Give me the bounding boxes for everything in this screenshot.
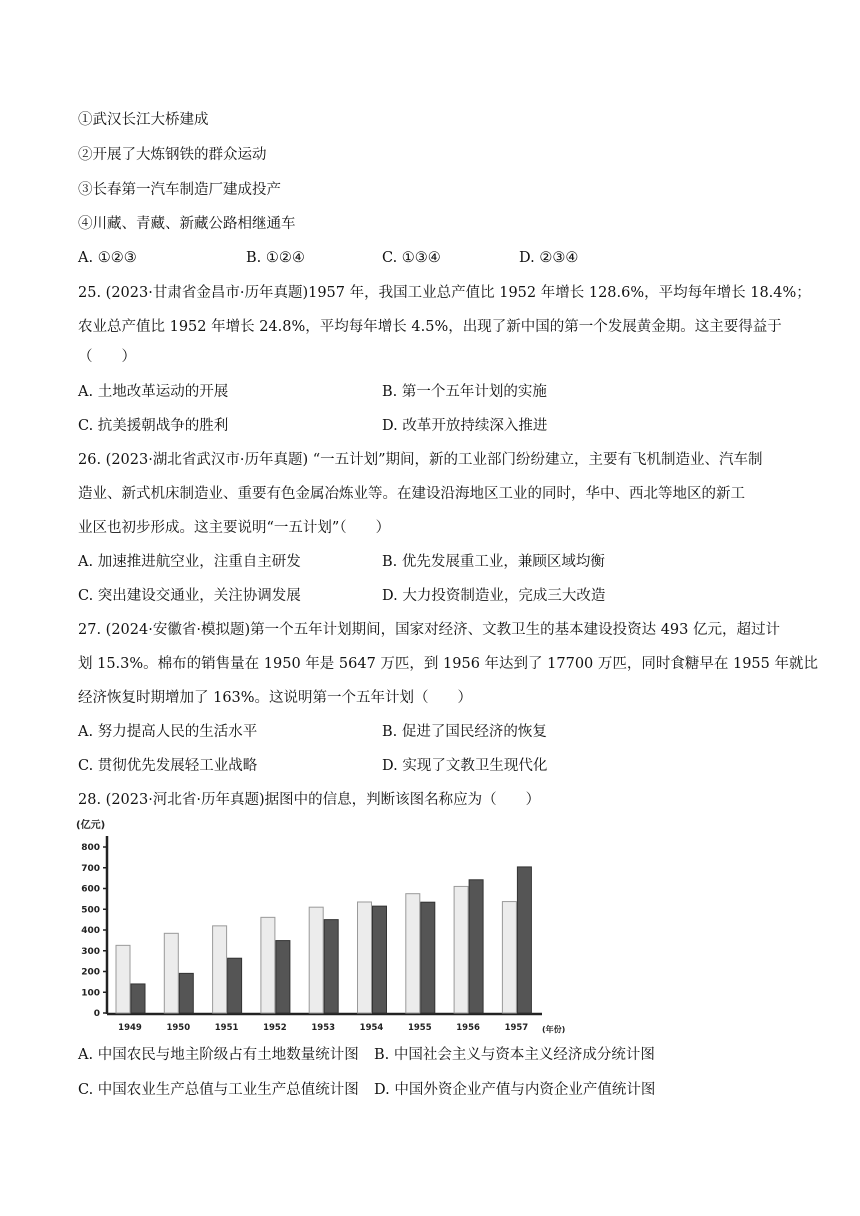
option-a[interactable]: A. ①②③ (78, 250, 137, 266)
option-d[interactable]: D. 实现了文教卫生现代化 (382, 758, 548, 774)
option-a[interactable]: A. 中国农民与地主阶级占有土地数量统计图 (78, 1047, 359, 1063)
question-27-text: 27. (2024·安徽省·模拟题)第一个五年计划期间，国家对经济、文教卫生的基本建设投资达 493 亿元，超过计 (78, 622, 780, 638)
y-tick-label: 400 (81, 926, 100, 936)
bar-series-2 (131, 984, 145, 1013)
question-27-text: 经济恢复时期增加了 163%。这说明第一个五年计划（ ） (78, 690, 473, 706)
x-tick-label: 1955 (407, 1023, 432, 1033)
option-a[interactable]: A. 努力提高人民的生活水平 (78, 724, 258, 740)
option-c[interactable]: C. 突出建设交通业，关注协调发展 (78, 588, 301, 604)
x-axis-label: (年份) (542, 1025, 566, 1034)
bar-series-2 (324, 920, 338, 1013)
option-b[interactable]: B. 第一个五年计划的实施 (382, 384, 547, 400)
bar-series-1 (358, 902, 372, 1013)
option-b[interactable]: B. 中国社会主义与资本主义经济成分统计图 (374, 1047, 655, 1063)
bar-series-1 (309, 907, 323, 1013)
option-c[interactable]: C. 中国农业生产总值与工业生产总值统计图 (78, 1082, 359, 1098)
list-item: ④川藏、青藏、新藏公路相继通车 (78, 216, 296, 232)
x-tick-label: 1956 (456, 1023, 480, 1033)
y-tick-label: 600 (81, 884, 100, 895)
option-d[interactable]: D. 大力投资制造业，完成三大改造 (382, 588, 606, 604)
bar-series-2 (517, 867, 531, 1013)
x-tick-label: 1954 (359, 1023, 384, 1033)
bar-series-1 (502, 902, 516, 1013)
bar-series-1 (164, 933, 178, 1013)
bar-series-2 (373, 906, 387, 1013)
question-28-text: 28. (2023·河北省·历年真题)据图中的信息，判断该图名称应为（ ） (78, 792, 541, 808)
bar-series-1 (116, 945, 130, 1013)
x-tick-label: 1957 (504, 1023, 529, 1033)
y-tick-label: 700 (81, 863, 100, 874)
bar-series-2 (421, 902, 435, 1013)
question-26-text: 造业、新式机床制造业、重要有色金属冶炼业等。在建设沿海地区工业的同时，华中、西北等地区的新工 (78, 486, 745, 502)
option-c[interactable]: C. 贯彻优先发展轻工业战略 (78, 758, 258, 774)
option-b[interactable]: B. 促进了国民经济的恢复 (382, 724, 547, 740)
list-item: ②开展了大炼钢铁的群众运动 (78, 147, 267, 163)
y-tick-label: 300 (81, 946, 100, 957)
list-item: ①武汉长江大桥建成 (78, 112, 209, 128)
bar-series-1 (454, 886, 468, 1013)
y-tick-label: 500 (81, 905, 100, 916)
question-25-text: 25. (2023·甘肃省金昌市·历年真题)1957 年，我国工业总产值比 1952 年增长 128.6%，平均每年增长 18.4%； (78, 285, 811, 301)
x-tick-label: 1951 (214, 1023, 239, 1033)
option-d[interactable]: D. 改革开放持续深入推进 (382, 418, 548, 434)
option-a[interactable]: A. 土地改革运动的开展 (78, 384, 229, 400)
option-b[interactable]: B. 优先发展重工业，兼顾区域均衡 (382, 554, 605, 570)
list-item: ③长春第一汽车制造厂建成投产 (78, 182, 281, 198)
bar-series-1 (213, 926, 227, 1013)
option-c[interactable]: C. ①③④ (382, 250, 441, 266)
bar-series-2 (179, 973, 193, 1013)
option-b[interactable]: B. ①②④ (246, 250, 305, 266)
option-a[interactable]: A. 加速推进航空业，注重自主研发 (78, 554, 301, 570)
question-27-text: 划 15.3%。棉布的销售量在 1950 年是 5647 万匹，到 1956 年达到了 17700 万匹，同时食糖早在 1955 年就比 (78, 656, 818, 672)
y-tick-label: 800 (81, 843, 100, 853)
question-25-text: （ ） (78, 349, 136, 365)
option-c[interactable]: C. 抗美援朝战争的胜利 (78, 418, 229, 434)
bar-series-2 (276, 941, 290, 1013)
x-tick-label: 1953 (311, 1023, 336, 1033)
x-tick-label: 1950 (166, 1023, 191, 1033)
y-tick-label: 200 (81, 967, 100, 978)
bar-series-2 (469, 880, 483, 1013)
y-tick-label: 0 (93, 1009, 100, 1019)
x-tick-label: 1952 (263, 1023, 287, 1033)
option-d[interactable]: D. 中国外资企业产值与内资企业产值统计图 (374, 1082, 656, 1098)
question-26-text: 26. (2023·湖北省武汉市·历年真题) “一五计划”期间，新的工业部门纷纷建立，主要有飞机制造业、汽车制 (78, 452, 763, 468)
y-axis-label: (亿元) (76, 820, 106, 831)
bar-series-2 (228, 958, 242, 1013)
question-25-text: 农业总产值比 1952 年增长 24.8%，平均每年增长 4.5%，出现了新中国的第一个发展黄金期。这主要得益于 (78, 319, 782, 335)
x-tick-label: 1949 (118, 1023, 142, 1033)
bar-series-1 (261, 917, 275, 1013)
y-tick-label: 100 (81, 988, 100, 999)
option-d[interactable]: D. ②③④ (519, 250, 579, 266)
bar-chart (74, 816, 574, 1038)
question-26-text: 业区也初步形成。这主要说明“一五计划”（ ） (78, 520, 391, 536)
bar-series-1 (406, 894, 420, 1013)
